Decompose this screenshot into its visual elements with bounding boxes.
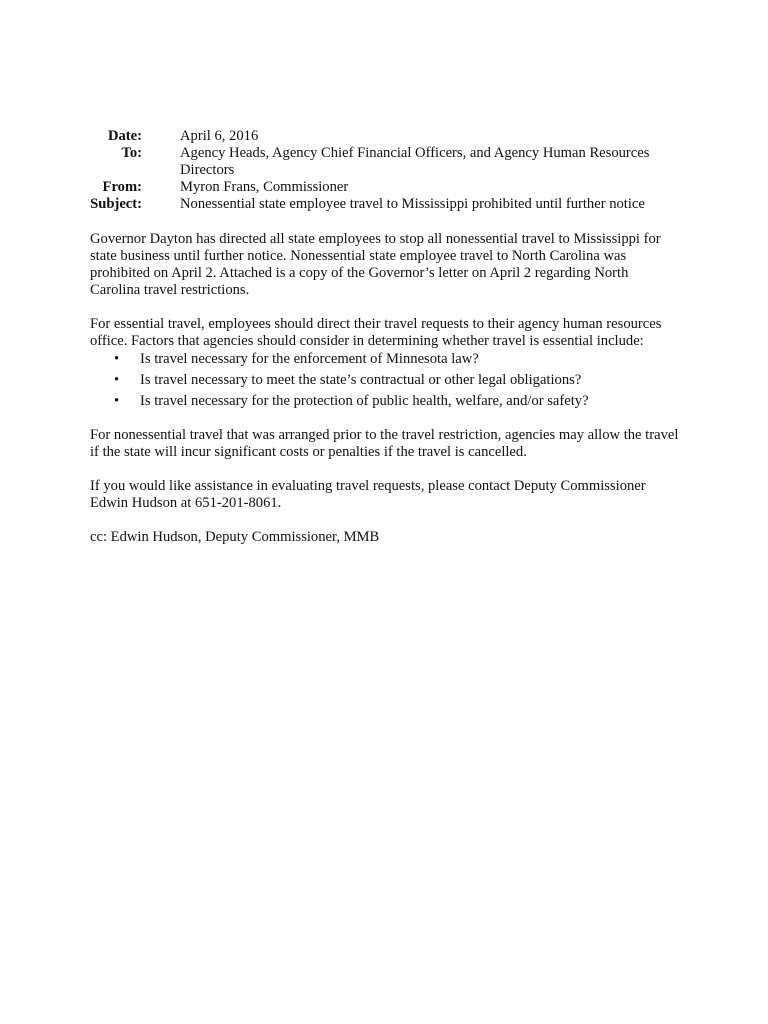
list-item-text: Is travel necessary for the protection of public health, welfare, and/or safety? [140,393,589,409]
paragraph-essential-travel: For essential travel, employees should direct their travel requests to their agency human resources office. Factors that agencies should consider in determining whether travel is essential include: [90,316,662,349]
date-label: Date: [107,128,142,144]
list-item-text: Is travel necessary for the enforcement of Minnesota law? [140,351,479,367]
paragraph-prearranged-travel: For nonessential travel that was arranged prior to the travel restriction, agencies may allow the travel if the state will incur significant costs or penalties if the travel is cancelled. [90,427,679,460]
list-item-text: Is travel necessary to meet the state’s contractual or other legal obligations? [140,372,582,388]
list-item [90,351,680,368]
bullet-icon: • [114,372,120,388]
from-value: Myron Frans, Commissioner [180,179,349,195]
bullet-icon: • [114,393,120,409]
memo-header [60,128,680,213]
from-row [60,179,680,196]
date-value: April 6, 2016 [180,128,259,144]
cc-line: cc: Edwin Hudson, Deputy Commissioner, MMB [90,529,380,545]
subject-label: Subject: [90,196,142,212]
bullet-icon: • [114,351,120,367]
to-row [60,145,680,179]
paragraph-contact: If you would like assistance in evaluating travel requests, please contact Deputy Commissioner Edwin Hudson at 651-201-8061. [90,478,646,511]
to-value: Agency Heads, Agency Chief Financial Officers, and Agency Human Resources Directors [180,145,650,178]
subject-value: Nonessential state employee travel to Mississippi prohibited until further notice [180,196,645,212]
essential-factors-list [90,351,680,410]
list-item [90,372,680,389]
subject-row [60,196,680,213]
from-label: From: [102,179,142,195]
date-row [60,128,680,145]
memo-body [90,231,680,563]
paragraph-travel-directive: Governor Dayton has directed all state employees to stop all nonessential travel to Mississippi for state business until further notice. Nonessential state employee travel to North Carolina was prohibited on April 2. Attached is a copy of the Governor’s letter on April 2 regarding North Carolina travel restrictions. [90,231,661,298]
to-label: To: [121,145,142,161]
list-item [90,393,680,410]
